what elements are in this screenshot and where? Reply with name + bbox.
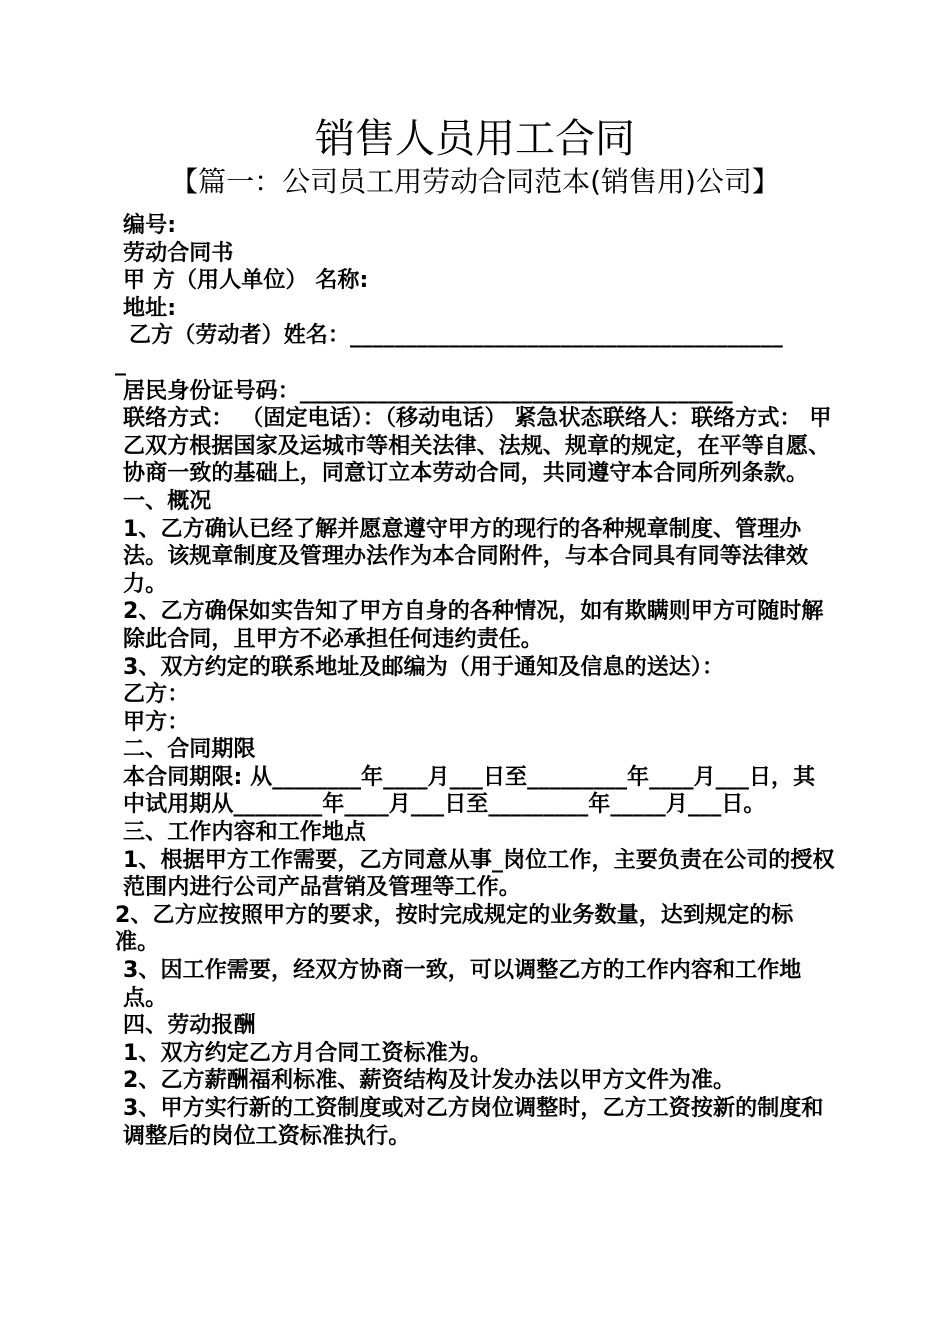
contract-number: 编号: xyxy=(123,213,177,238)
employer-name-field: 甲 方（用人单位） 名称: xyxy=(123,268,369,294)
work-item-3: 3、因工作需要，经双方协商一致，可以调整乙方的工作内容和工作地点。 xyxy=(123,958,802,1011)
employee-name-field: 乙方（劳动者）姓名：_______________________________________ xyxy=(129,323,783,349)
id-number-field: 居民身份证号码：_______________________________________ xyxy=(123,378,733,404)
overview-item-3: 3、双方约定的联系地址及邮编为（用于通知及信息的送达）： xyxy=(123,654,725,680)
work-item-1: 1、根据甲方工作需要，乙方同意从事_岗位工作，主要负责在公司的授权范围内进行公司产品营销及管理等工作。 xyxy=(123,847,835,901)
employer-address-field: 地址: xyxy=(123,295,177,321)
contract-book-heading: 劳动合同书 xyxy=(123,240,234,266)
section-heading-work: 三、工作内容和工作地点 xyxy=(123,820,367,846)
party-b-address: 乙方： xyxy=(123,682,190,708)
contact-paragraph: 联络方式： （固定电话）：（移动电话） 紧急状态联络人：联络方式： 甲乙双方根据国家及运城市等相关法律、法规、规章的规定，在平等自愿、协商一致的基础上，同意订立本劳动合同，共同遵守本合同所列条款。 xyxy=(123,406,832,487)
pay-item-3: 3、甲方实行新的工资制度或对乙方岗位调整时，乙方工资按新的制度和调整后的岗位工资标准执行。 xyxy=(123,1096,824,1149)
overview-item-2: 2、乙方确保如实告知了甲方自身的各种情况，如有欺瞒则甲方可随时解除此合同，且甲方不必承担任何违约责任。 xyxy=(123,599,824,652)
work-item-2: 2、乙方应按照甲方的要求，按时完成规定的业务数量，达到规定的标准。 xyxy=(115,902,794,956)
document-body xyxy=(115,212,837,1150)
overview-item-1: 1、乙方确认已经了解并愿意遵守甲方的现行的各种规章制度、管理办法。该规章制度及管理办法作为本合同附件，与本合同具有同等法律效力。 xyxy=(123,516,809,597)
pay-item-2: 2、乙方薪酬福利标准、薪资结构及计发办法以甲方文件为准。 xyxy=(123,1068,736,1094)
pay-item-1: 1、双方约定乙方月合同工资标准为。 xyxy=(123,1040,493,1066)
section-heading-term: 二、合同期限 xyxy=(123,737,256,763)
section-heading-pay: 四、劳动报酬 xyxy=(123,1013,256,1039)
document-subtitle: 【篇一：公司员工用劳动合同范本(销售用)公司】 xyxy=(170,165,780,198)
term-paragraph: 本合同期限: 从________年____月___日至_________年____月___日，其中试用期从________年____月___日至_________年_____月___日。 xyxy=(123,764,816,818)
party-a-address: 甲方： xyxy=(123,709,190,735)
section-heading-overview: 一、概况 xyxy=(123,488,212,514)
document-title: 销售人员用工合同 xyxy=(315,116,635,162)
underline-overflow: _ xyxy=(115,350,127,376)
